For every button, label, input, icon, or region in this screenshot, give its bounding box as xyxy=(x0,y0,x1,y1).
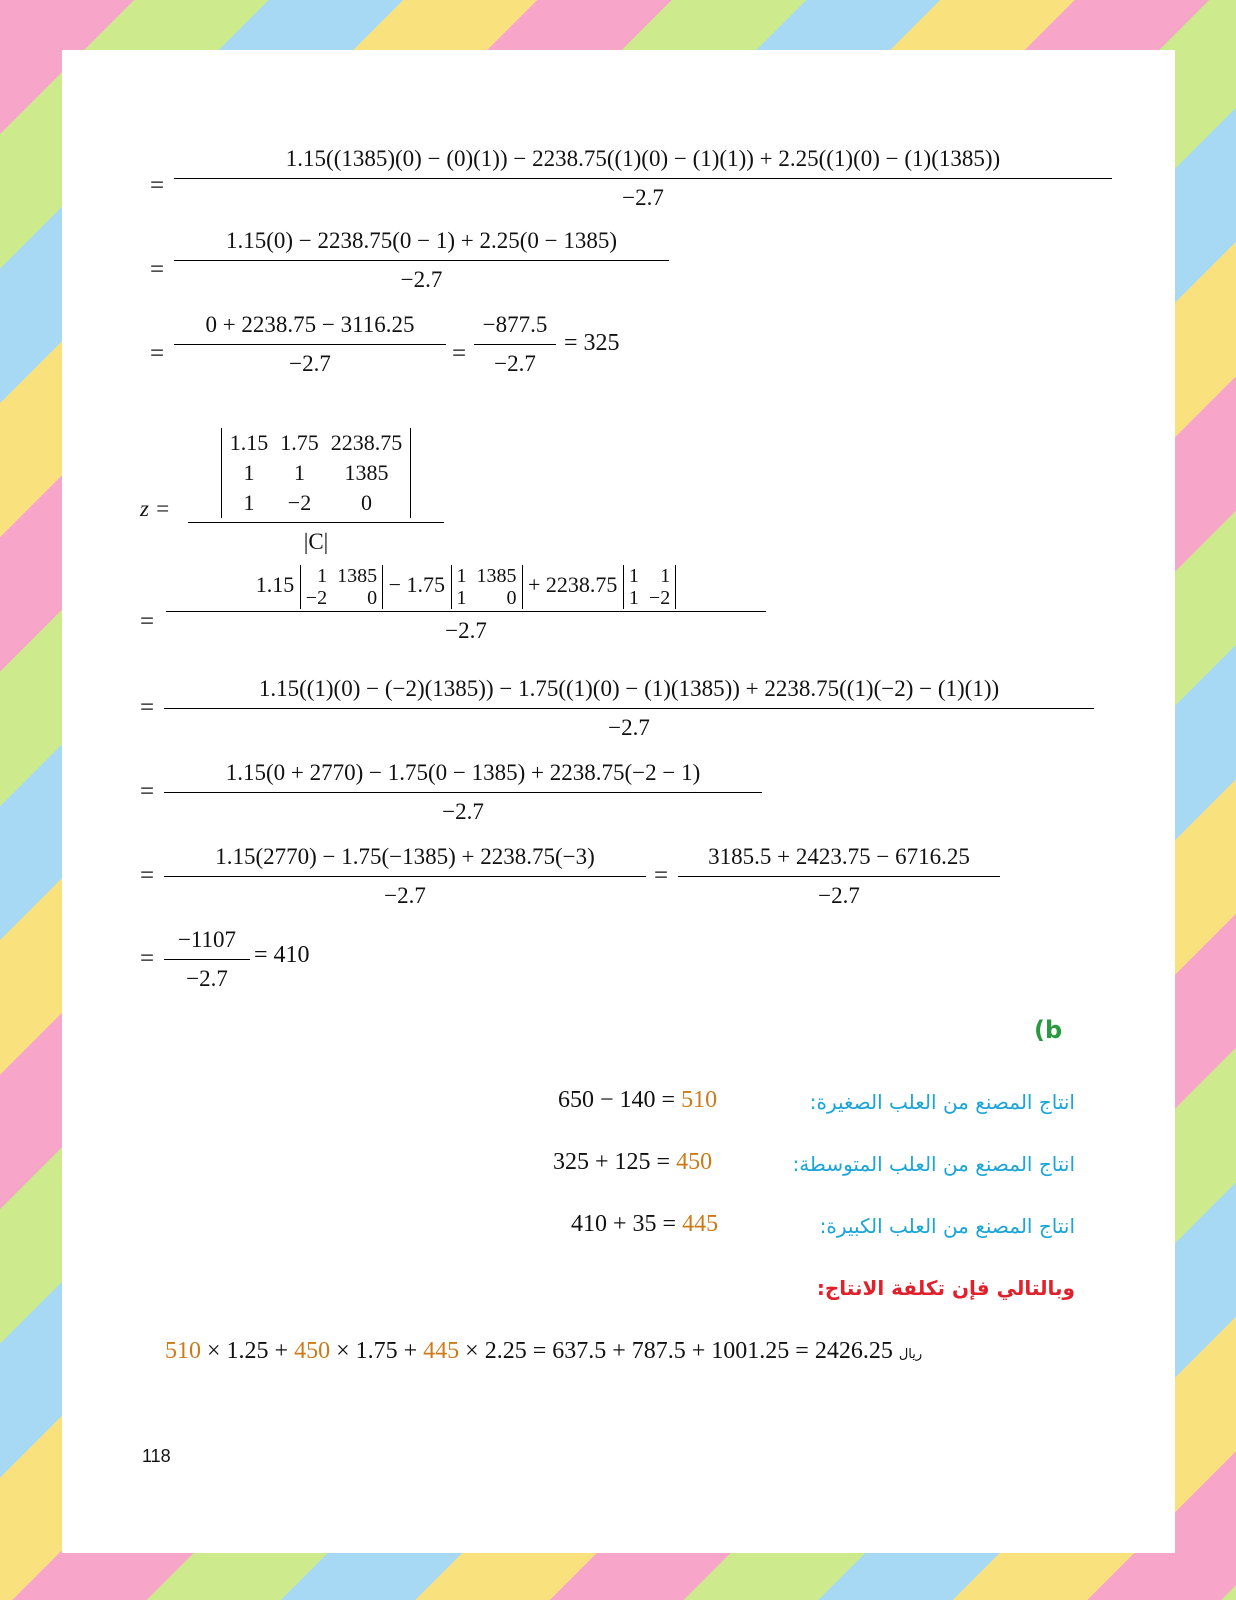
fraction-z-cramer xyxy=(188,428,444,555)
page xyxy=(62,50,1175,1553)
minor-cell: 1385 xyxy=(476,565,517,587)
determinant-matrix xyxy=(221,428,412,518)
fraction-x-step3a xyxy=(174,312,446,377)
numerator: 1.15(2770) − 1.75(−1385) + 2238.75(−3) xyxy=(164,844,646,877)
fraction-z-step3b xyxy=(678,844,1000,909)
fraction-z-step2 xyxy=(164,760,762,825)
numerator: 1.15(0 + 2770) − 1.75(0 − 1385) + 2238.75(−2 − 1) xyxy=(164,760,762,793)
coefficient: 1.15 xyxy=(255,572,295,598)
minor-2 xyxy=(451,565,523,609)
numerator: −1107 xyxy=(164,927,250,960)
denominator: −2.7 xyxy=(445,618,487,643)
denominator: −2.7 xyxy=(186,966,228,991)
minor-cell: 0 xyxy=(506,587,517,609)
minor-3 xyxy=(623,565,676,609)
matrix-cell: 1.75 xyxy=(280,430,319,455)
numerator: 0 + 2238.75 − 3116.25 xyxy=(174,312,446,345)
currency-unit: ريال xyxy=(898,1347,923,1362)
matrix-row xyxy=(224,488,409,518)
matrix-row xyxy=(224,458,409,488)
coefficient: − 1.75 xyxy=(388,572,445,598)
cost-qty: 510 xyxy=(165,1338,201,1364)
fraction-x-step3b xyxy=(474,312,556,377)
production-label-small: انتاج المصنع من العلب الصغيرة: xyxy=(809,1090,1075,1114)
equals-sign: = xyxy=(654,862,669,889)
cost-term: × 1.25 + xyxy=(201,1338,295,1364)
equals-sign: = xyxy=(140,862,155,889)
minor-1 xyxy=(300,565,383,609)
cost-term: × 1.75 + xyxy=(330,1338,424,1364)
equals-sign: = xyxy=(140,608,155,635)
minor-cell: 1385 xyxy=(337,565,378,587)
denominator: |C| xyxy=(303,529,329,554)
minor-row xyxy=(301,587,382,609)
denominator: −2.7 xyxy=(442,799,484,824)
production-expr-small xyxy=(558,1087,717,1114)
minor-cell: 1 xyxy=(456,587,467,609)
minor-row xyxy=(301,565,382,587)
minor-cell: 1 xyxy=(456,565,467,587)
equals-sign: = xyxy=(150,340,165,367)
equals-sign: = xyxy=(140,945,155,972)
equals-sign: = xyxy=(140,778,155,805)
minor-row xyxy=(452,565,522,587)
numerator: 1.15((1385)(0) − (0)(1)) − 2238.75((1)(0) − (1)(1)) + 2.25((1)(0) − (1)(1385)) xyxy=(174,146,1112,179)
equals-sign: = xyxy=(150,256,165,283)
denominator: −2.7 xyxy=(384,883,426,908)
matrix-cell: 1.15 xyxy=(229,430,269,455)
expression: 410 + 35 = xyxy=(571,1211,683,1237)
result-x: = 325 xyxy=(564,330,620,356)
denominator: −2.7 xyxy=(289,351,331,376)
cost-qty: 445 xyxy=(423,1338,460,1364)
production-value: 445 xyxy=(682,1211,719,1237)
equals-sign: = xyxy=(140,694,155,721)
numerator xyxy=(166,565,766,612)
numerator: −877.5 xyxy=(474,312,556,345)
equals-sign: = xyxy=(150,172,165,199)
matrix-cell: 0 xyxy=(361,490,372,515)
numerator: 3185.5 + 2423.75 − 6716.25 xyxy=(678,844,1000,877)
denominator: −2.7 xyxy=(400,267,443,292)
production-expr-large xyxy=(571,1211,718,1238)
fraction-z-step4 xyxy=(164,927,250,992)
equals-sign: = xyxy=(452,340,467,367)
denominator: −2.7 xyxy=(622,185,664,210)
production-expr-medium xyxy=(553,1149,712,1176)
numerator xyxy=(188,428,444,523)
fraction-z-step1 xyxy=(164,676,1094,741)
minor-cell: −2 xyxy=(305,587,328,609)
part-b-label: (b xyxy=(1034,1016,1063,1044)
matrix-cell: 1 xyxy=(243,490,255,515)
fraction-x-step2 xyxy=(174,228,669,293)
minor-cell: 1 xyxy=(660,565,671,587)
production-label-large: انتاج المصنع من العلب الكبيرة: xyxy=(819,1214,1075,1238)
expression: 325 + 125 = xyxy=(553,1149,677,1175)
production-value: 450 xyxy=(676,1149,713,1175)
cost-calculation xyxy=(165,1338,922,1365)
matrix-cell: 2238.75 xyxy=(330,430,403,455)
minor-cell: 1 xyxy=(628,565,639,587)
numerator: 1.15((1)(0) − (−2)(1385)) − 1.75((1)(0) − (1)(1385)) + 2238.75((1)(−2) − (1)(1)) xyxy=(164,676,1094,709)
minor-cell: 0 xyxy=(367,587,378,609)
minor-row xyxy=(452,587,522,609)
cost-term: × 2.25 = 637.5 + 787.5 + 1001.25 = 2426.25 xyxy=(459,1338,893,1364)
minor-row xyxy=(624,565,675,587)
minor-cell: 1 xyxy=(628,587,639,609)
expression: 650 − 140 = xyxy=(558,1087,682,1113)
production-value: 510 xyxy=(681,1087,718,1113)
production-label-medium: انتاج المصنع من العلب المتوسطة: xyxy=(792,1152,1075,1176)
denominator: −2.7 xyxy=(818,883,860,908)
fraction-x-step1 xyxy=(174,146,1112,211)
numerator: 1.15(0) − 2238.75(0 − 1) + 2.25(0 − 1385) xyxy=(174,228,669,261)
minor-cell: −2 xyxy=(648,587,671,609)
matrix-row xyxy=(224,428,409,458)
matrix-cell: 1385 xyxy=(344,460,389,485)
matrix-cell: 1 xyxy=(243,460,255,485)
coefficient: + 2238.75 xyxy=(528,572,618,598)
page-number: 118 xyxy=(142,1446,171,1466)
minor-row xyxy=(624,587,675,609)
minor-cell: 1 xyxy=(317,565,328,587)
matrix-cell: −2 xyxy=(287,490,312,515)
cost-heading: وبالتالي فإن تكلفة الانتاج: xyxy=(816,1276,1075,1300)
cost-qty: 450 xyxy=(294,1338,331,1364)
result-z: = 410 xyxy=(254,942,310,968)
matrix-cell: 1 xyxy=(294,460,305,485)
denominator: −2.7 xyxy=(608,715,650,740)
z-label: z = xyxy=(140,496,171,521)
fraction-z-expansion xyxy=(166,565,766,644)
fraction-z-step3a xyxy=(164,844,646,909)
denominator: −2.7 xyxy=(494,351,536,376)
